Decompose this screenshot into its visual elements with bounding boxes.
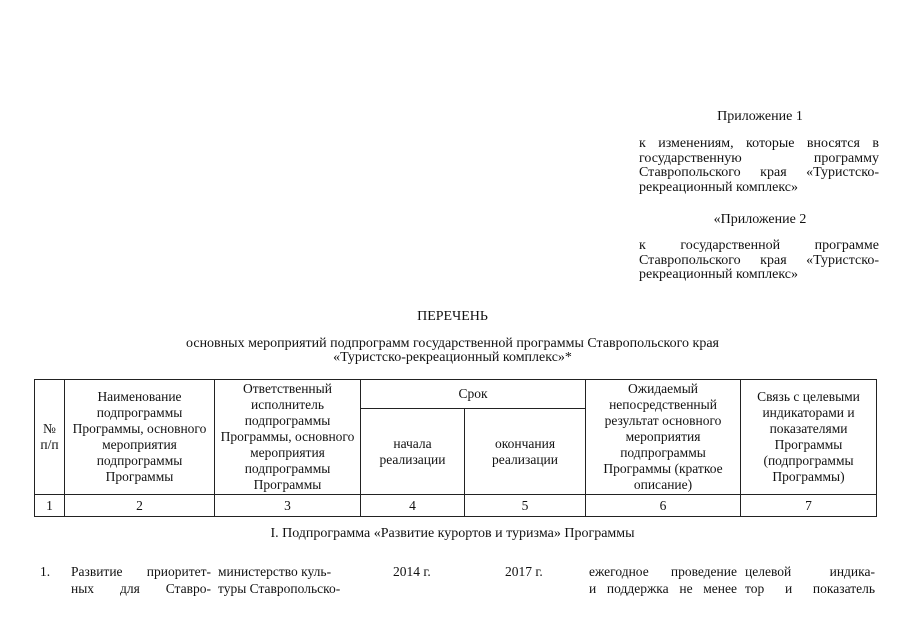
header-result: Ожидаемый непосредственный результат основного мероприятия подпрограммы Программы (краткое описание) [586, 380, 741, 495]
appendix-text: к изменениям, которые вносятся в государственную программу Ставропольского края «Туристско-рекреационный комплекс» [639, 136, 879, 195]
page-subtitle-line2: «Туристско-рекреационный комплекс»* [333, 350, 572, 365]
row1-num: 1. [40, 564, 51, 579]
row1-end: 2017 г. [505, 564, 543, 579]
header-name: Наименование подпрограммы Программы, основного мероприятия подпрограммы Программы [65, 380, 215, 495]
col-number-2: 2 [65, 495, 215, 517]
row1-result-line1: ежегодное проведение [589, 564, 737, 579]
row1-executor-line1: министерство куль- [218, 564, 332, 579]
header-link: Связь с целевыми индикаторами и показателями Программы (подпрограммы Программы) [741, 380, 877, 495]
header-num: № п/п [35, 380, 65, 495]
page-title: ПЕРЕЧЕНЬ [417, 309, 488, 324]
section-title: I. Подпрограмма «Развитие курортов и туризма» Программы [270, 526, 635, 541]
col-number-7: 7 [741, 495, 877, 517]
col-number-6: 6 [586, 495, 741, 517]
header-start: начала реализации [361, 409, 465, 495]
appendix2-title: «Приложение 2 [713, 212, 807, 227]
row1-start: 2014 г. [393, 564, 431, 579]
row1-result-line2: и поддержка не менее [589, 581, 737, 596]
row1-executor-line2: туры Ставропольско- [218, 581, 341, 596]
appendix-title: Приложение 1 [717, 109, 803, 124]
header-executor: Ответственный исполнитель подпрограммы Программы, основного мероприятия подпрограммы Программы [215, 380, 361, 495]
col-number-4: 4 [361, 495, 465, 517]
activities-table [34, 379, 877, 517]
header-end: окончания реализации [465, 409, 586, 495]
appendix2-text: к государственной программе Ставропольского края «Туристско-рекреационный комплекс» [639, 238, 879, 282]
col-number-1: 1 [35, 495, 65, 517]
row1-name-line1: Развитие приоритет- [71, 564, 211, 579]
col-number-5: 5 [465, 495, 586, 517]
col-number-3: 3 [215, 495, 361, 517]
page-subtitle-line1: основных мероприятий подпрограмм государственной программы Ставропольского края [186, 336, 719, 351]
header-term: Срок [361, 380, 586, 409]
row1-name-line2: ных для Ставро- [71, 581, 211, 596]
row1-link-line2: тор и показатель [745, 581, 875, 596]
row1-link-line1: целевой индика- [745, 564, 875, 579]
